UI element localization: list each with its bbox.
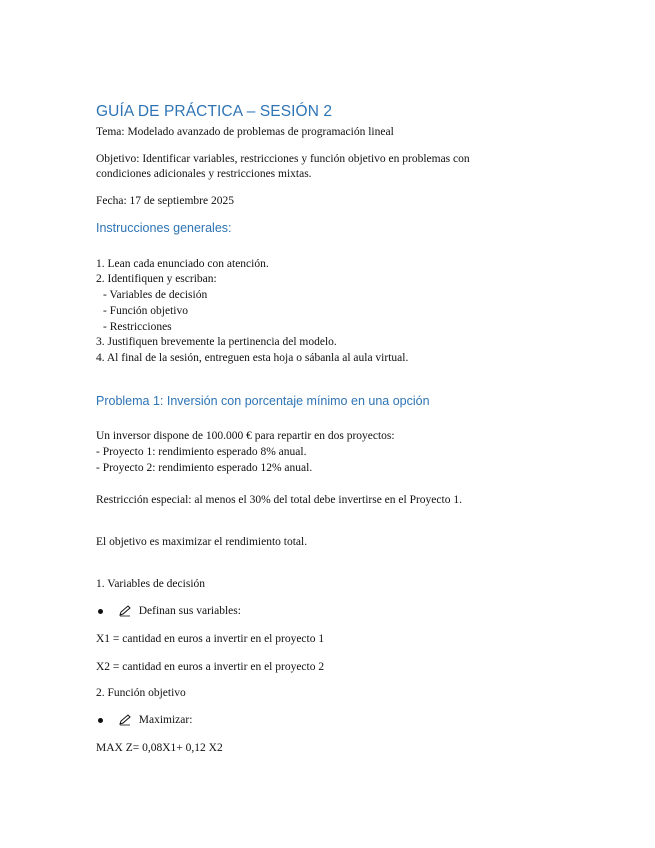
- bullet-dot-icon: [98, 609, 103, 614]
- instrucciones-heading: Instrucciones generales:: [96, 221, 232, 235]
- enunciado-line: - Proyecto 2: rendimiento esperado 12% anual.: [96, 462, 313, 474]
- bullet-maximizar-label: Maximizar:: [138, 714, 193, 726]
- problema1-heading: Problema 1: Inversión con porcentaje mínimo en una opción: [96, 394, 430, 408]
- formula-line: MAX Z= 0,08X1+ 0,12 X2: [96, 742, 223, 754]
- instruction-subitem: - Función objetivo: [103, 305, 188, 317]
- enunciado-line: Un inversor dispone de 100.000 € para repartir en dos proyectos:: [96, 430, 395, 442]
- section-funcion-objetivo: 2. Función objetivo: [96, 687, 186, 699]
- tema-line: Tema: Modelado avanzado de problemas de programación lineal: [96, 126, 394, 138]
- pencil-icon: [118, 605, 132, 617]
- bullet-dot-icon: [98, 718, 103, 723]
- variable-x1: X1 = cantidad en euros a invertir en el proyecto 1: [96, 633, 325, 645]
- instruction-item: 3. Justifiquen brevemente la pertinencia del modelo.: [96, 336, 337, 348]
- bullet-variables: [96, 604, 241, 618]
- instruction-item: 1. Lean cada enunciado con atención.: [96, 258, 269, 270]
- instruction-item: 4. Al final de la sesión, entreguen esta hoja o sábanla al aula virtual.: [96, 352, 409, 364]
- bullet-maximizar: [96, 713, 192, 727]
- instruction-item: 2. Identifiquen y escriban:: [96, 273, 217, 285]
- fecha-line: Fecha: 17 de septiembre 2025: [96, 195, 234, 207]
- objetivo-line-1: Objetivo: Identificar variables, restricciones y función objetivo en problemas con: [96, 153, 470, 165]
- bullet-variables-label: Definan sus variables:: [138, 605, 241, 617]
- enunciado-line: - Proyecto 1: rendimiento esperado 8% anual.: [96, 446, 307, 458]
- objetivo-problema: El objetivo es maximizar el rendimiento total.: [96, 536, 308, 548]
- objetivo-line-2: condiciones adicionales y restricciones mixtas.: [96, 168, 312, 180]
- document-title: GUÍA DE PRÁCTICA – SESIÓN 2: [96, 103, 333, 120]
- variable-x2: X2 = cantidad en euros a invertir en el proyecto 2: [96, 661, 325, 673]
- instruction-subitem: - Restricciones: [103, 321, 172, 333]
- section-variables: 1. Variables de decisión: [96, 578, 206, 590]
- pencil-icon: [118, 714, 132, 726]
- restriccion-especial: Restricción especial: al menos el 30% del total debe invertirse en el Proyecto 1.: [96, 494, 462, 506]
- instruction-subitem: - Variables de decisión: [103, 289, 208, 301]
